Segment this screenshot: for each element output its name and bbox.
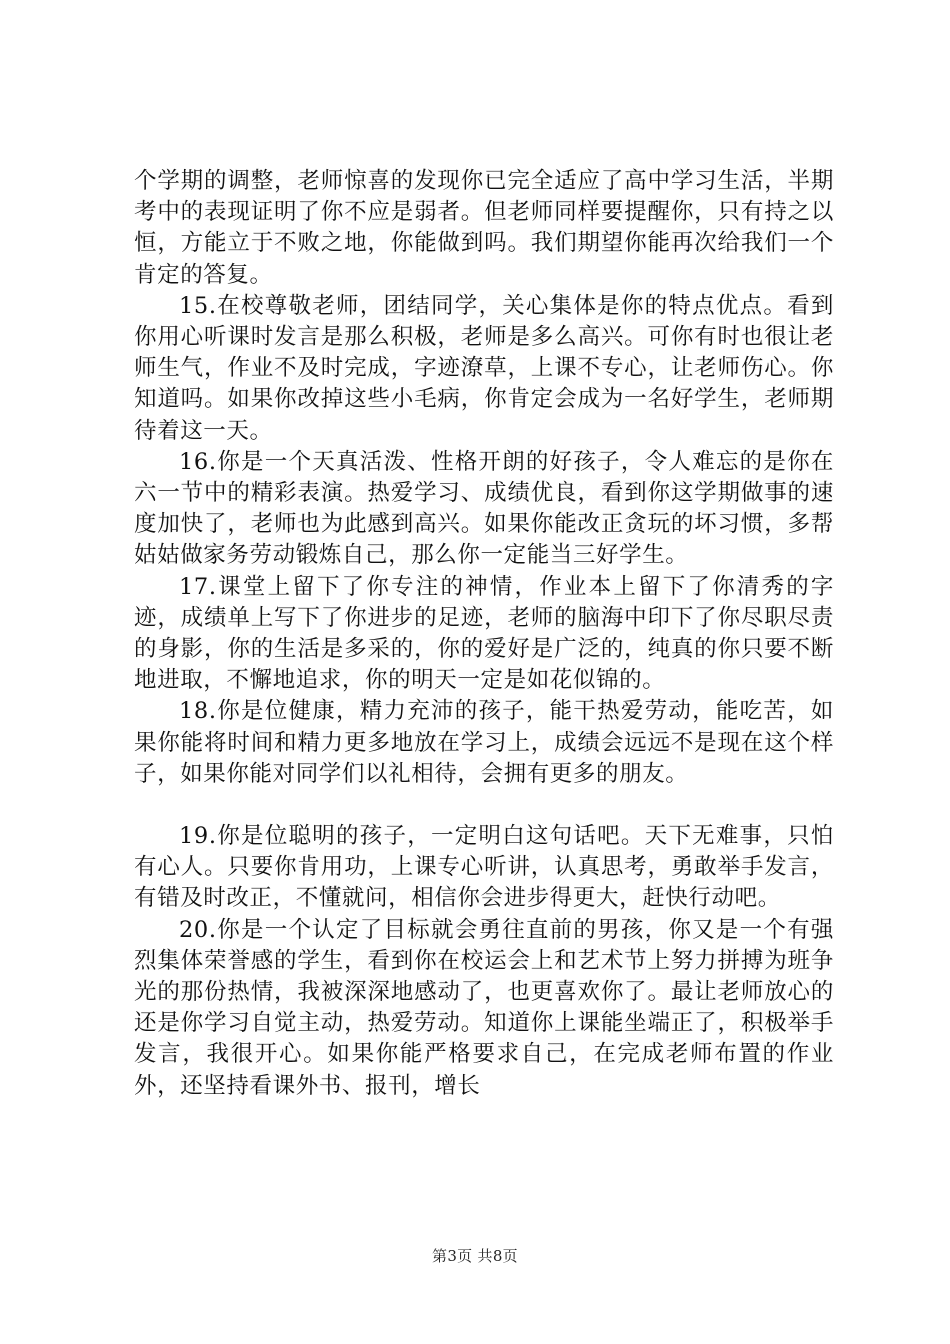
paragraph-17: 17.课堂上留下了你专注的神情，作业本上留下了你清秀的字迹，成绩单上写下了你进步的足迹，老师的脑海中印下了你尽职尽责的身影，你的生活是多采的，你的爱好是广泛的，纯真的你只要不断地进取，不懈地追求，你的明天一定是如花似锦的。 [134,573,834,694]
paragraph-18: 18.你是位健康，精力充沛的孩子，能干热爱劳动，能吃苦，如果你能将时间和精力更多地放在学习上，成绩会远远不是现在这个样子，如果你能对同学们以礼相待，会拥有更多的朋友。 [134,698,834,787]
paragraph-16: 16.你是一个天真活泼、性格开朗的好孩子，令人难忘的是你在六一节中的精彩表演。热爱学习、成绩优良，看到你这学期做事的速度加快了，老师也为此感到高兴。如果你能改正贪玩的坏习惯，多帮姑姑做家务劳动锻炼自己，那么你一定能当三好学生。 [134,448,834,569]
paragraph-continuation: 个学期的调整，老师惊喜的发现你已完全适应了高中学习生活，半期考中的表现证明了你不应是弱者。但老师同样要提醒你，只有持之以恒，方能立于不败之地，你能做到吗。我们期望你能再次给我们一个肯定的答复。 [134,168,834,288]
paragraph-19: 19.你是位聪明的孩子，一定明白这句话吧。天下无难事，只怕有心人。只要你肯用功，上课专心听讲，认真思考，勇敢举手发言，有错及时改正，不懂就问，相信你会进步得更大，赶快行动吧。 [134,823,834,912]
page-number-footer: 第3页 共8页 [432,1247,518,1265]
paragraph-20: 20.你是一个认定了目标就会勇往直前的男孩，你又是一个有强烈集体荣誉感的学生，看到你在校运会上和艺术节上努力拼搏为班争光的那份热情，我被深深地感动了，也更喜欢你了。最让老师放心的还是你学习自觉主动，热爱劳动。知道你上课能坐端正了，积极举手发言，我很开心。如果你能严格要求自己，在完成老师布置的作业外，还坚持看课外书、报刊，增长 [134,916,834,1099]
paragraph-15: 15.在校尊敬老师，团结同学，关心集体是你的特点优点。看到你用心听课时发言是那么积极，老师是多么高兴。可你有时也很让老师生气，作业不及时完成，字迹潦草，上课不专心，让老师伤心。你知道吗。如果你改掉这些小毛病，你肯定会成为一名好学生，老师期待着这一天。 [134,292,834,444]
document-body [134,166,834,1102]
